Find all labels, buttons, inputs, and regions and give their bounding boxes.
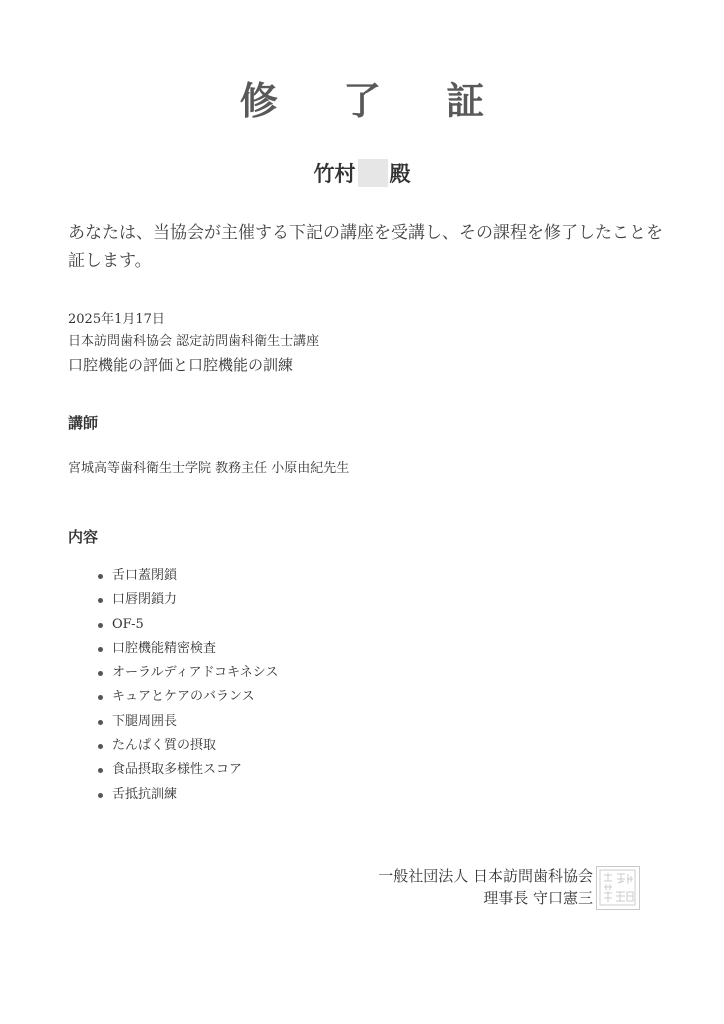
issuer-block (378, 865, 593, 909)
list-item: 舌口蓋閉鎖 (98, 564, 278, 588)
instructor-heading: 講師 (68, 414, 99, 432)
list-item: 口腔機能精密検査 (98, 637, 278, 661)
redacted-given-name (358, 159, 388, 187)
course-details (68, 309, 668, 377)
instructor-text: 宮城高等歯科衛生士学院 教務主任 小原由紀先生 (68, 461, 350, 476)
course-date: 2025年1月17日 (68, 312, 165, 327)
recipient-honorific: 殿 (389, 161, 411, 186)
certificate-title: 修 了 証 (239, 78, 511, 123)
recipient-surname: 竹村 (313, 161, 356, 186)
seal-icon (597, 867, 638, 908)
contents-list (98, 564, 278, 807)
recipient-line (0, 158, 724, 188)
issuer-representative: 理事長 守口憲三 (483, 889, 593, 907)
list-item: 口唇閉鎖力 (98, 588, 278, 612)
certification-statement: あなたは、当協会が主催する下記の講座を受講し、その課程を修了したことを証します。 (68, 223, 663, 271)
official-seal-stamp (596, 866, 640, 910)
list-item: OF-5 (98, 613, 278, 637)
list-item: オーラルディアドコキネシス (98, 661, 278, 685)
list-item: 舌抵抗訓練 (98, 783, 278, 807)
list-item: たんぱく質の摂取 (98, 734, 278, 758)
course-name: 口腔機能の評価と口腔機能の訓練 (68, 356, 294, 374)
issuer-organization: 一般社団法人 日本訪問歯科協会 (378, 867, 593, 885)
list-item: キュアとケアのバランス (98, 685, 278, 709)
list-item: 下腿周囲長 (98, 710, 278, 734)
contents-heading: 内容 (68, 528, 99, 546)
list-item: 食品摂取多様性スコア (98, 758, 278, 782)
course-organizer: 日本訪問歯科協会 認定訪問歯科衛生士講座 (68, 334, 320, 349)
